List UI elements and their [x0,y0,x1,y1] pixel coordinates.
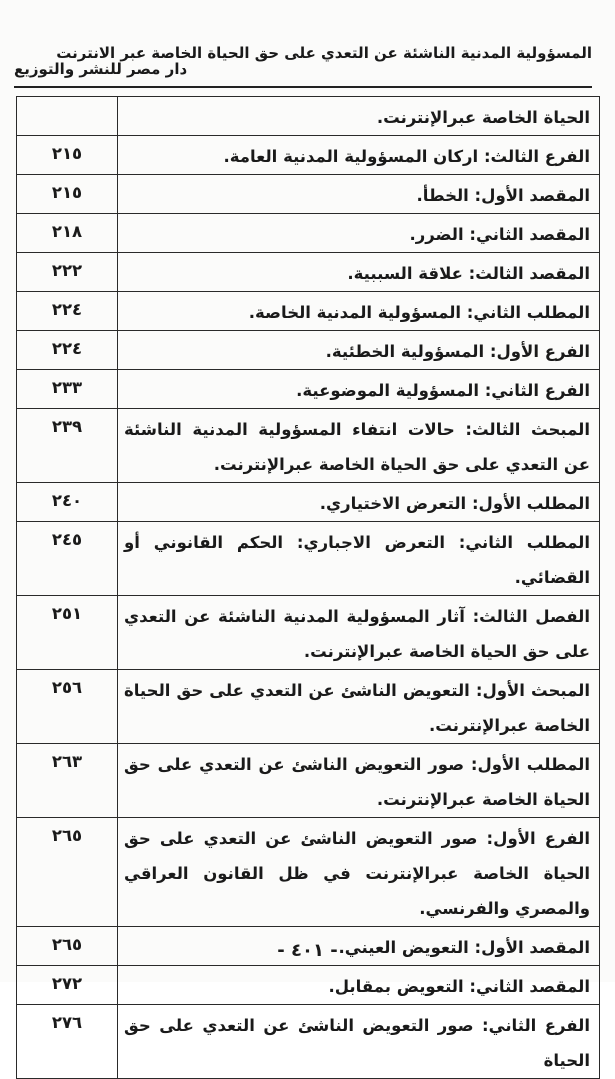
toc-row [17,370,600,409]
toc-entry-page: ٢٥٦ [17,670,118,744]
toc-row [17,409,600,483]
toc-entry-page: ٢٤٠ [17,483,118,522]
toc-entry-title: الفرع الثاني: المسؤولية الموضوعية. [118,370,600,409]
toc-row [17,483,600,522]
toc-entry-page: ٢٤٥ [17,522,118,596]
toc-entry-page: ٢٢٤ [17,292,118,331]
toc-entry-page: ٢٣٩ [17,409,118,483]
toc-entry-page: ٢٣٣ [17,370,118,409]
toc-entry-title: الفصل الثالث: آثار المسؤولية المدنية الناشئة عن التعدي على حق الحياة الخاصة عبرالإنترنت. [118,596,600,670]
toc-entry-page: ٢٦٥ [17,818,118,927]
book-title: المسؤولية المدنية الناشئة عن التعدي على حق الحياة الخاصة عبر الانترنت [56,44,592,62]
toc-entry-page: ٢٧٦ [17,1005,118,1079]
toc-entry-title: المقصد الثالث: علاقة السببية. [118,253,600,292]
toc-entry-title: المطلب الثاني: المسؤولية المدنية الخاصة. [118,292,600,331]
toc-row [17,97,600,136]
toc-entry-title: المطلب الثاني: التعرض الاجباري: الحكم القانوني أو القضائي. [118,522,600,596]
running-header [14,36,592,80]
toc-entry-title: الفرع الأول: المسؤولية الخطئية. [118,331,600,370]
toc-row [17,292,600,331]
toc-row [17,1005,600,1079]
toc-entry-title: المقصد الثاني: الضرر. [118,214,600,253]
toc-entry-title: الحياة الخاصة عبرالإنترنت. [118,97,600,136]
toc-entry-title: المطلب الأول: التعرض الاختياري. [118,483,600,522]
toc-row [17,966,600,1005]
toc-entry-page: ٢١٥ [17,136,118,175]
toc-entry-page: ٢١٨ [17,214,118,253]
publisher-name: دار مصر للنشر والتوزيع [14,60,188,78]
toc-row [17,522,600,596]
toc-entry-title: المقصد الأول: التعويض العيني. [118,927,600,966]
toc-row [17,253,600,292]
toc-entry-title: المبحث الأول: التعويض الناشئ عن التعدي على حق الحياة الخاصة عبرالإنترنت. [118,670,600,744]
toc-entry-page: ٢٦٥ [17,927,118,966]
toc-row [17,331,600,370]
toc-row [17,744,600,818]
toc-row [17,136,600,175]
toc-row [17,214,600,253]
toc-row [17,596,600,670]
table-of-contents [16,96,600,1079]
toc-row [17,670,600,744]
page-number: - ٤٠١ - [277,940,338,961]
toc-entry-page [17,97,118,136]
toc-entry-page: ٢١٥ [17,175,118,214]
toc-entry-page: ٢٥١ [17,596,118,670]
toc-entry-title: الفرع الثالث: اركان المسؤولية المدنية العامة. [118,136,600,175]
toc-entry-title: المطلب الأول: صور التعويض الناشئ عن التعدي على حق الحياة الخاصة عبرالإنترنت. [118,744,600,818]
toc-entry-page: ٢٢٤ [17,331,118,370]
toc-entry-title: الفرع الأول: صور التعويض الناشئ عن التعدي على حق الحياة الخاصة عبرالإنترنت في ظل القانون العراقي والمصري والفرنسي. [118,818,600,927]
toc-row [17,818,600,927]
toc-row [17,175,600,214]
toc-entry-title: المقصد الأول: الخطأ. [118,175,600,214]
toc-entry-page: ٢٧٢ [17,966,118,1005]
toc-entry-page: ٢٦٣ [17,744,118,818]
header-divider [14,86,592,88]
toc-entry-title: الفرع الثاني: صور التعويض الناشئ عن التعدي على حق الحياة [118,1005,600,1079]
toc-entry-title: المقصد الثاني: التعويض بمقابل. [118,966,600,1005]
toc-entry-title: المبحث الثالث: حالات انتفاء المسؤولية المدنية الناشئة عن التعدي على حق الحياة الخاصة عبرالإنترنت. [118,409,600,483]
toc-entry-page: ٢٢٢ [17,253,118,292]
